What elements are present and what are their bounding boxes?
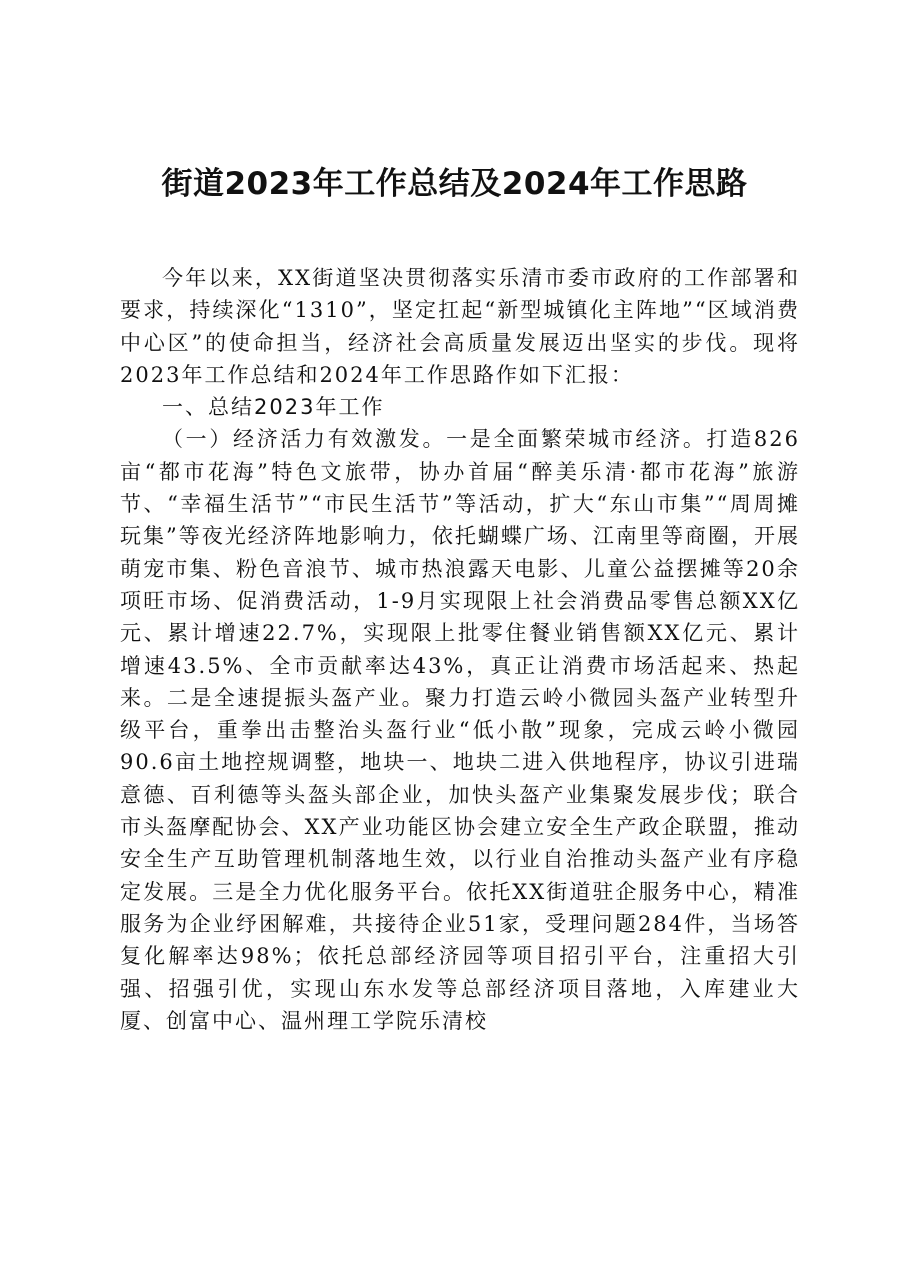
section-heading: 一、总结2023年工作 [162, 395, 385, 420]
section-paragraph: （一）经济活力有效激发。一是全面繁荣城市经济。打造826亩“都市花海”特色文旅带，协办首届“醉美乐清·都市花海”旅游节、“幸福生活节”“市民生活节”等活动，扩大“东山市集”“周周摊玩集”等夜光经济阵地影响力，依托蝴蝶广场、江南里等商圈，开展萌宠市集、粉色音浪节、城市热浪露天电影、儿童公益摆摊等20余项旺市场、促消费活动，1-9月实现限上社会消费品零售总额XX亿元、累计增速22.7%，实现限上批零住餐业销售额XX亿元、累计增速43.5%、全市贡献率达43%，真正让消费市场活起来、热起来。二是全速提振头盔产业。聚力打造云岭小微园头盔产业转型升级平台，重拳出击整治头盔行业“低小散”现象，完成云岭小微园90.6亩土地控规调整，地块一、地块二进入供地程序，协议引进瑞意德、百利德等头盔头部企业，加快头盔产业集聚发展步伐；联合市头盔摩配协会、XX产业功能区协会建立安全生产政企联盟，推动安全生产互助管理机制落地生效，以行业自治推动头盔产业有序稳定发展。三是全力优化服务平台。依托XX街道驻企服务中心，精准服务为企业纾困解难，共接待企业51家，受理问题284件，当场答复化解率达98%；依托总部经济园等项目招引平台，注重招大引强、招强引优，实现山东水发等总部经济项目落地，入库建业大厦、创富中心、温州理工学院乐清校 [120, 427, 800, 1033]
intro-paragraph: 今年以来，XX街道坚决贯彻落实乐清市委市政府的工作部署和要求，持续深化“1310”，坚定扛起“新型城镇化主阵地”“区域消费中心区”的使命担当，经济社会高质量发展迈出坚实的步伐。现将2023年工作总结和2024年工作思路作如下汇报： [120, 266, 800, 387]
document-body [120, 262, 800, 1037]
document-title: 街道2023年工作总结及2024年工作思路 [161, 166, 748, 202]
